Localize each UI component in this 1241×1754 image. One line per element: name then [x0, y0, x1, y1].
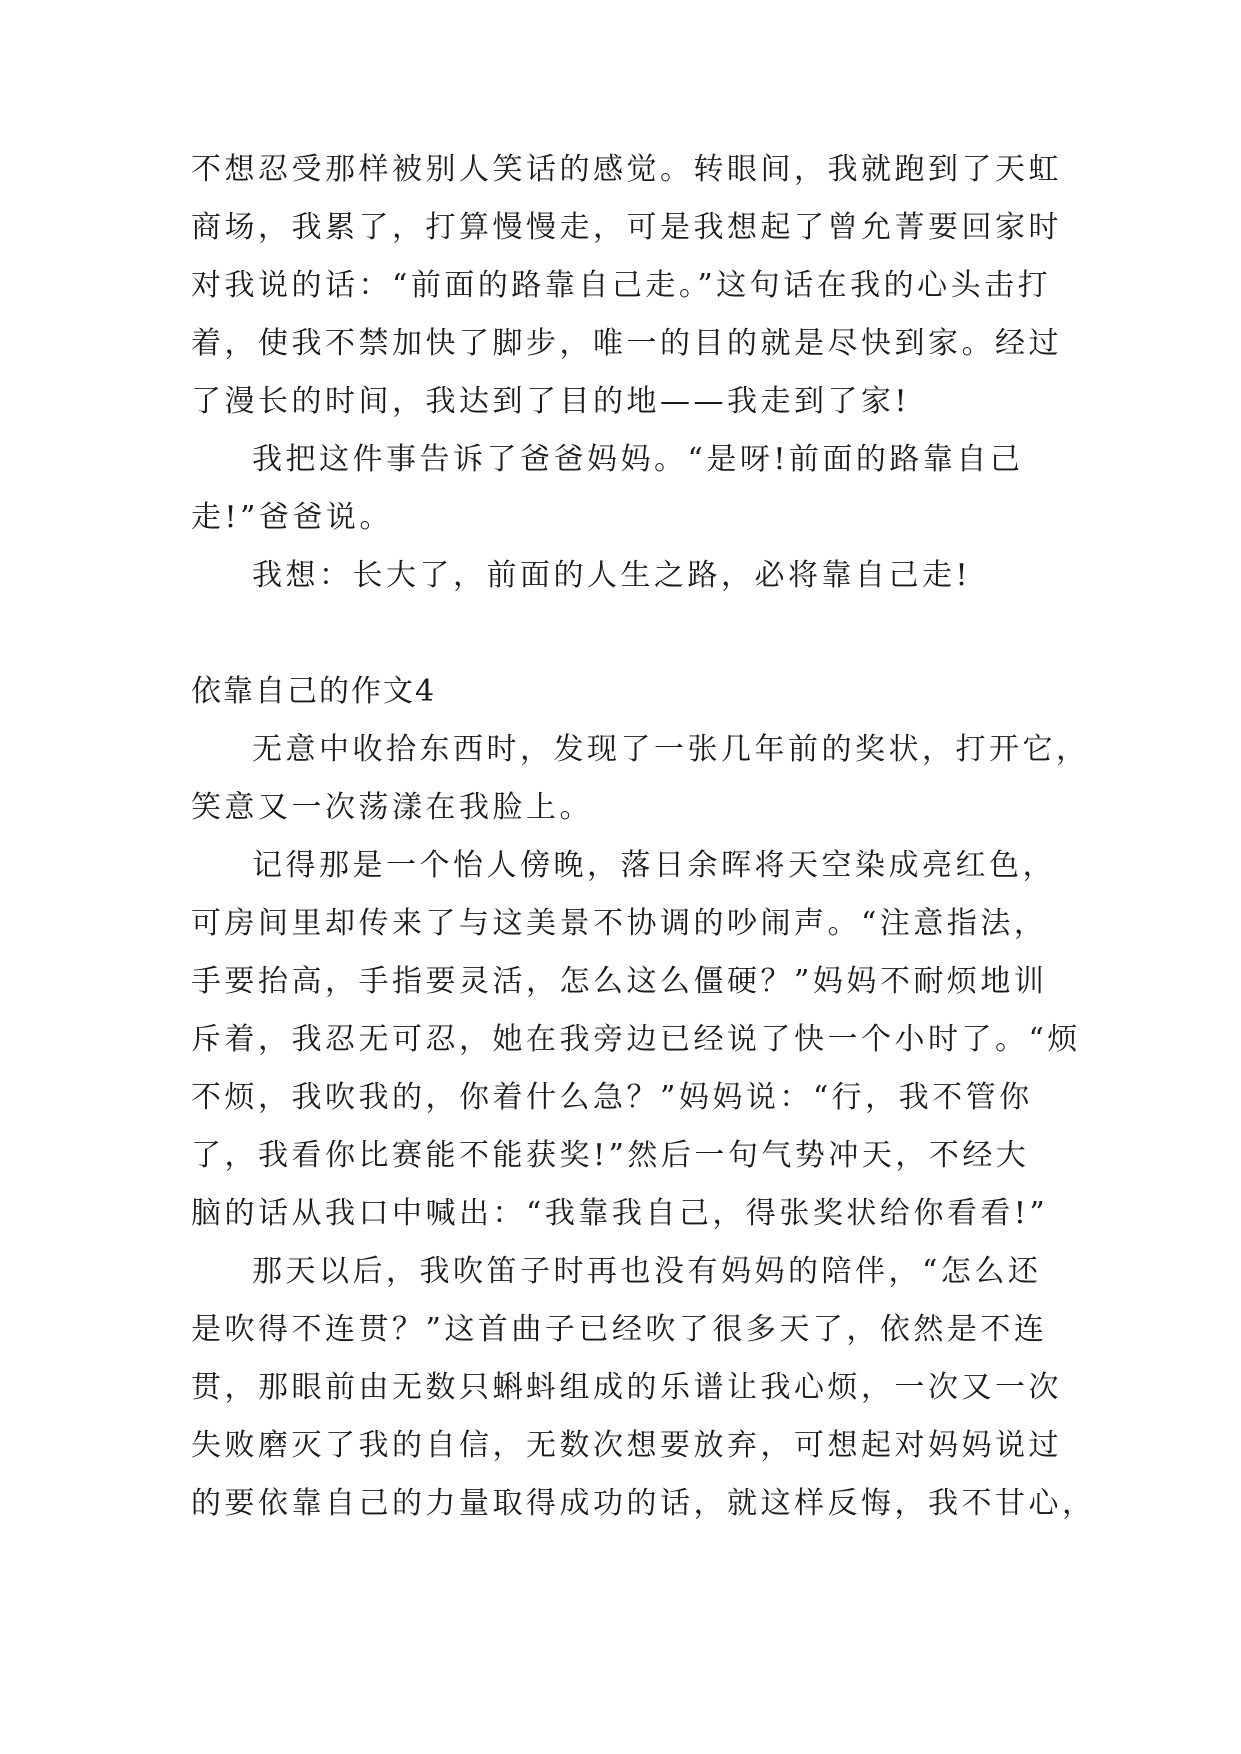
text-line: 无意中收拾东西时，发现了一张几年前的奖状，打开它，	[252, 732, 1090, 767]
text-line: 可房间里却传来了与这美景不协调的吵闹声。“注意指法，	[191, 906, 1048, 941]
text-line: 笑意又一次荡漾在我脸上。	[191, 790, 593, 825]
section-heading: 依靠自己的作文4	[191, 674, 437, 709]
text-line: 失败磨灭了我的自信，无数次想要放弃，可想起对妈妈说过	[191, 1428, 1062, 1463]
text-line: 对我说的话：“前面的路靠自己走。”这句话在我的心头击打	[191, 268, 1052, 303]
text-line: 走!”爸爸说。	[191, 500, 393, 535]
text-line: 了，我看你比赛能不能获奖!”然后一句气势冲天，不经大	[191, 1138, 1030, 1173]
text-line: 我想：长大了，前面的人生之路，必将靠自己走!	[252, 558, 972, 593]
text-line: 记得那是一个怡人傍晚，落日余晖将天空染成亮红色，	[252, 848, 1056, 883]
text-line: 那天以后，我吹笛子时再也没有妈妈的陪伴，“怎么还	[252, 1254, 1042, 1289]
text-line: 手要抬高，手指要灵活，怎么这么僵硬？”妈妈不耐烦地训	[191, 964, 1048, 999]
text-line: 着，使我不禁加快了脚步，唯一的目的就是尽快到家。经过	[191, 326, 1062, 361]
text-line: 了漫长的时间，我达到了目的地——我走到了家!	[191, 384, 911, 419]
text-line: 商场，我累了，打算慢慢走，可是我想起了曾允菁要回家时	[191, 210, 1062, 245]
text-line: 是吹得不连贯？”这首曲子已经吹了很多天了，依然是不连	[191, 1312, 1048, 1347]
text-line: 不烦，我吹我的，你着什么急？”妈妈说：“行，我不管你	[191, 1080, 1033, 1115]
text-line: 不想忍受那样被别人笑话的感觉。转眼间，我就跑到了天虹	[191, 152, 1062, 187]
text-line: 贯，那眼前由无数只蝌蚪组成的乐谱让我心烦，一次又一次	[191, 1370, 1062, 1405]
text-line: 脑的话从我口中喊出：“我靠我自己，得张奖状给你看看!”	[191, 1196, 1049, 1231]
text-line: 我把这件事告诉了爸爸妈妈。“是呀!前面的路靠自己	[252, 442, 1024, 477]
text-line: 斥着，我忍无可忍，她在我旁边已经说了快一个小时了。“烦	[191, 1022, 1081, 1057]
text-line: 的要依靠自己的力量取得成功的话，就这样反悔，我不甘心，	[191, 1486, 1096, 1521]
